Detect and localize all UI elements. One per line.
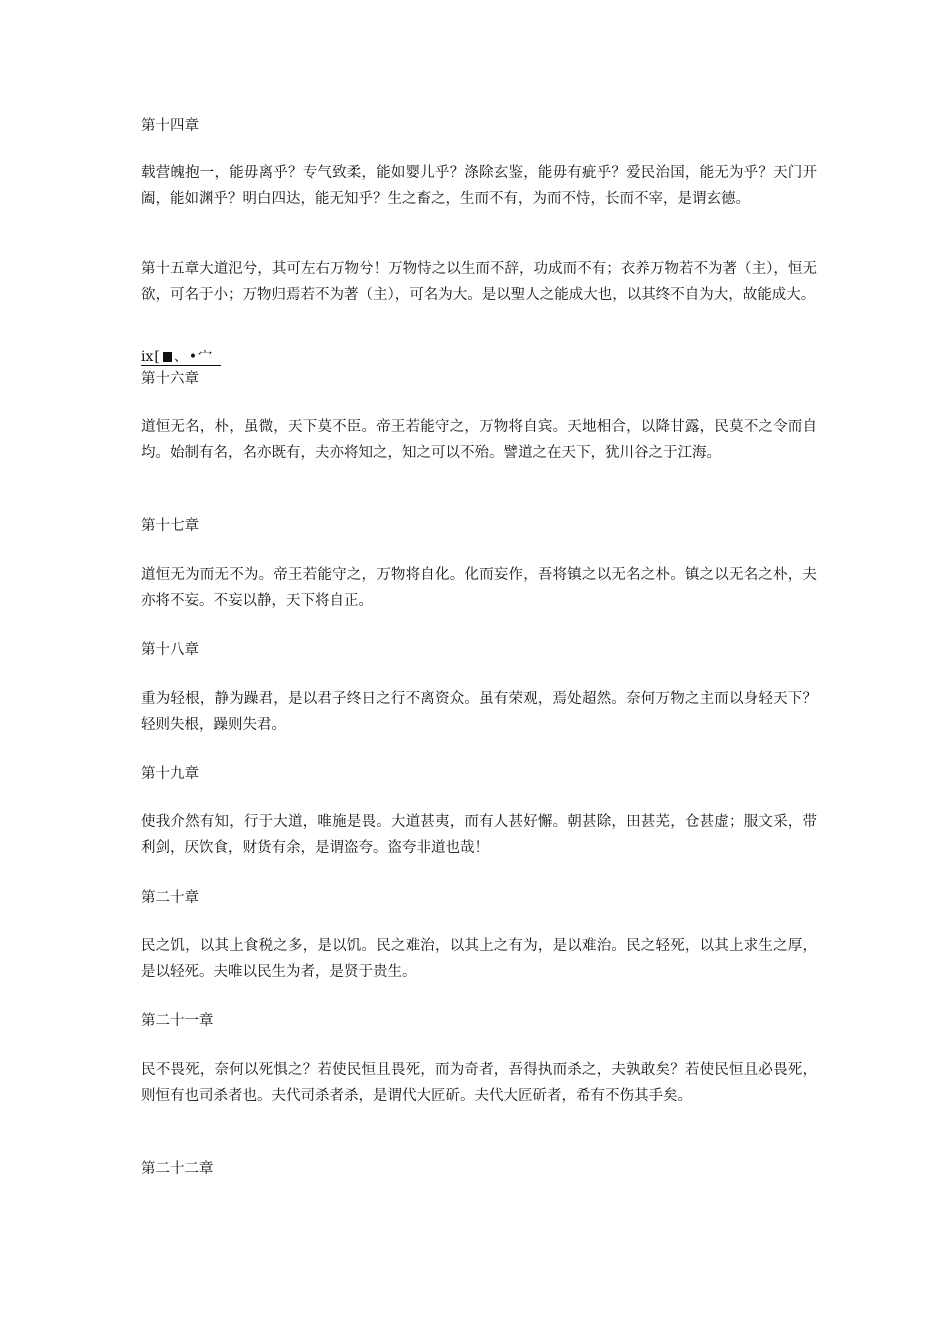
chapter-paragraph-15: 第十五章大道氾兮，其可左右万物兮！万物恃之以生而不辞，功成而不有；衣养万物若不为著（主），恒无欲，可名于小；万物归焉若不为著（主），可名为大。是以聖人之能成大也，以其终不自为大，故能成大。	[141, 261, 817, 303]
chapter-heading-18: 第十八章	[141, 642, 199, 658]
chapter-heading-20: 第二十章	[141, 890, 199, 906]
scan-artifact-text-b: 、•宀	[173, 349, 214, 365]
scan-artifact	[141, 347, 213, 367]
chapter-paragraph-17: 道恒无为而无不为。帝王若能守之，万物将自化。化而妄作，吾将镇之以无名之朴。镇之以无名之朴，夫亦将不妄。不妄以静，天下将自正。	[141, 567, 817, 609]
chapter-paragraph-18: 重为轻根，静为躁君，是以君子终日之行不离资众。虽有荣观，焉处超然。奈何万物之主而以身轻天下？轻则失根，躁则失君。	[141, 691, 817, 733]
chapter-paragraph-16: 道恒无名，朴，虽微，天下莫不臣。帝王若能守之，万物将自宾。天地相合，以降甘露，民莫不之令而自均。始制有名，名亦既有，夫亦将知之，知之可以不殆。譬道之在天下，犹川谷之于江海。	[141, 419, 817, 461]
chapter-paragraph-14: 载营魄抱一，能毋离乎？专气致柔，能如婴儿乎？涤除玄鉴，能毋有疵乎？爱民治国，能无为乎？天门开阖，能如渊乎？明白四达，能无知乎？生之畜之，生而不有，为而不恃，长而不宰，是谓玄德。	[141, 165, 817, 207]
chapter-paragraph-20: 民之饥，以其上食税之多，是以饥。民之难治，以其上之有为，是以难治。民之轻死，以其上求生之厚，是以轻死。夫唯以民生为者，是贤于贵生。	[141, 938, 817, 980]
chapter-paragraph-21: 民不畏死，奈何以死惧之？若使民恒且畏死，而为奇者，吾得执而杀之，夫孰敢矣？若使民恒且必畏死，则恒有也司杀者也。夫代司杀者杀，是谓代大匠斫。夫代大匠斫者，希有不伤其手矣。	[141, 1062, 817, 1104]
chapter-paragraph-19: 使我介然有知，行于大道，唯施是畏。大道甚夷，而有人甚好懈。朝甚除，田甚芜，仓甚虚；服文采，带利剑，厌饮食，财货有余，是谓盗夸。盗夸非道也哉！	[141, 814, 817, 856]
chapter-heading-19: 第十九章	[141, 766, 199, 782]
scan-artifact-text-a: ⅸ[	[141, 349, 161, 365]
black-square-glyph	[163, 352, 172, 362]
chapter-heading-22: 第二十二章	[141, 1161, 214, 1177]
chapter-heading-14: 第十四章	[141, 118, 199, 134]
chapter-heading-16: 第十六章	[141, 371, 199, 387]
chapter-heading-21: 第二十一章	[141, 1013, 214, 1029]
chapter-heading-17: 第十七章	[141, 518, 199, 534]
